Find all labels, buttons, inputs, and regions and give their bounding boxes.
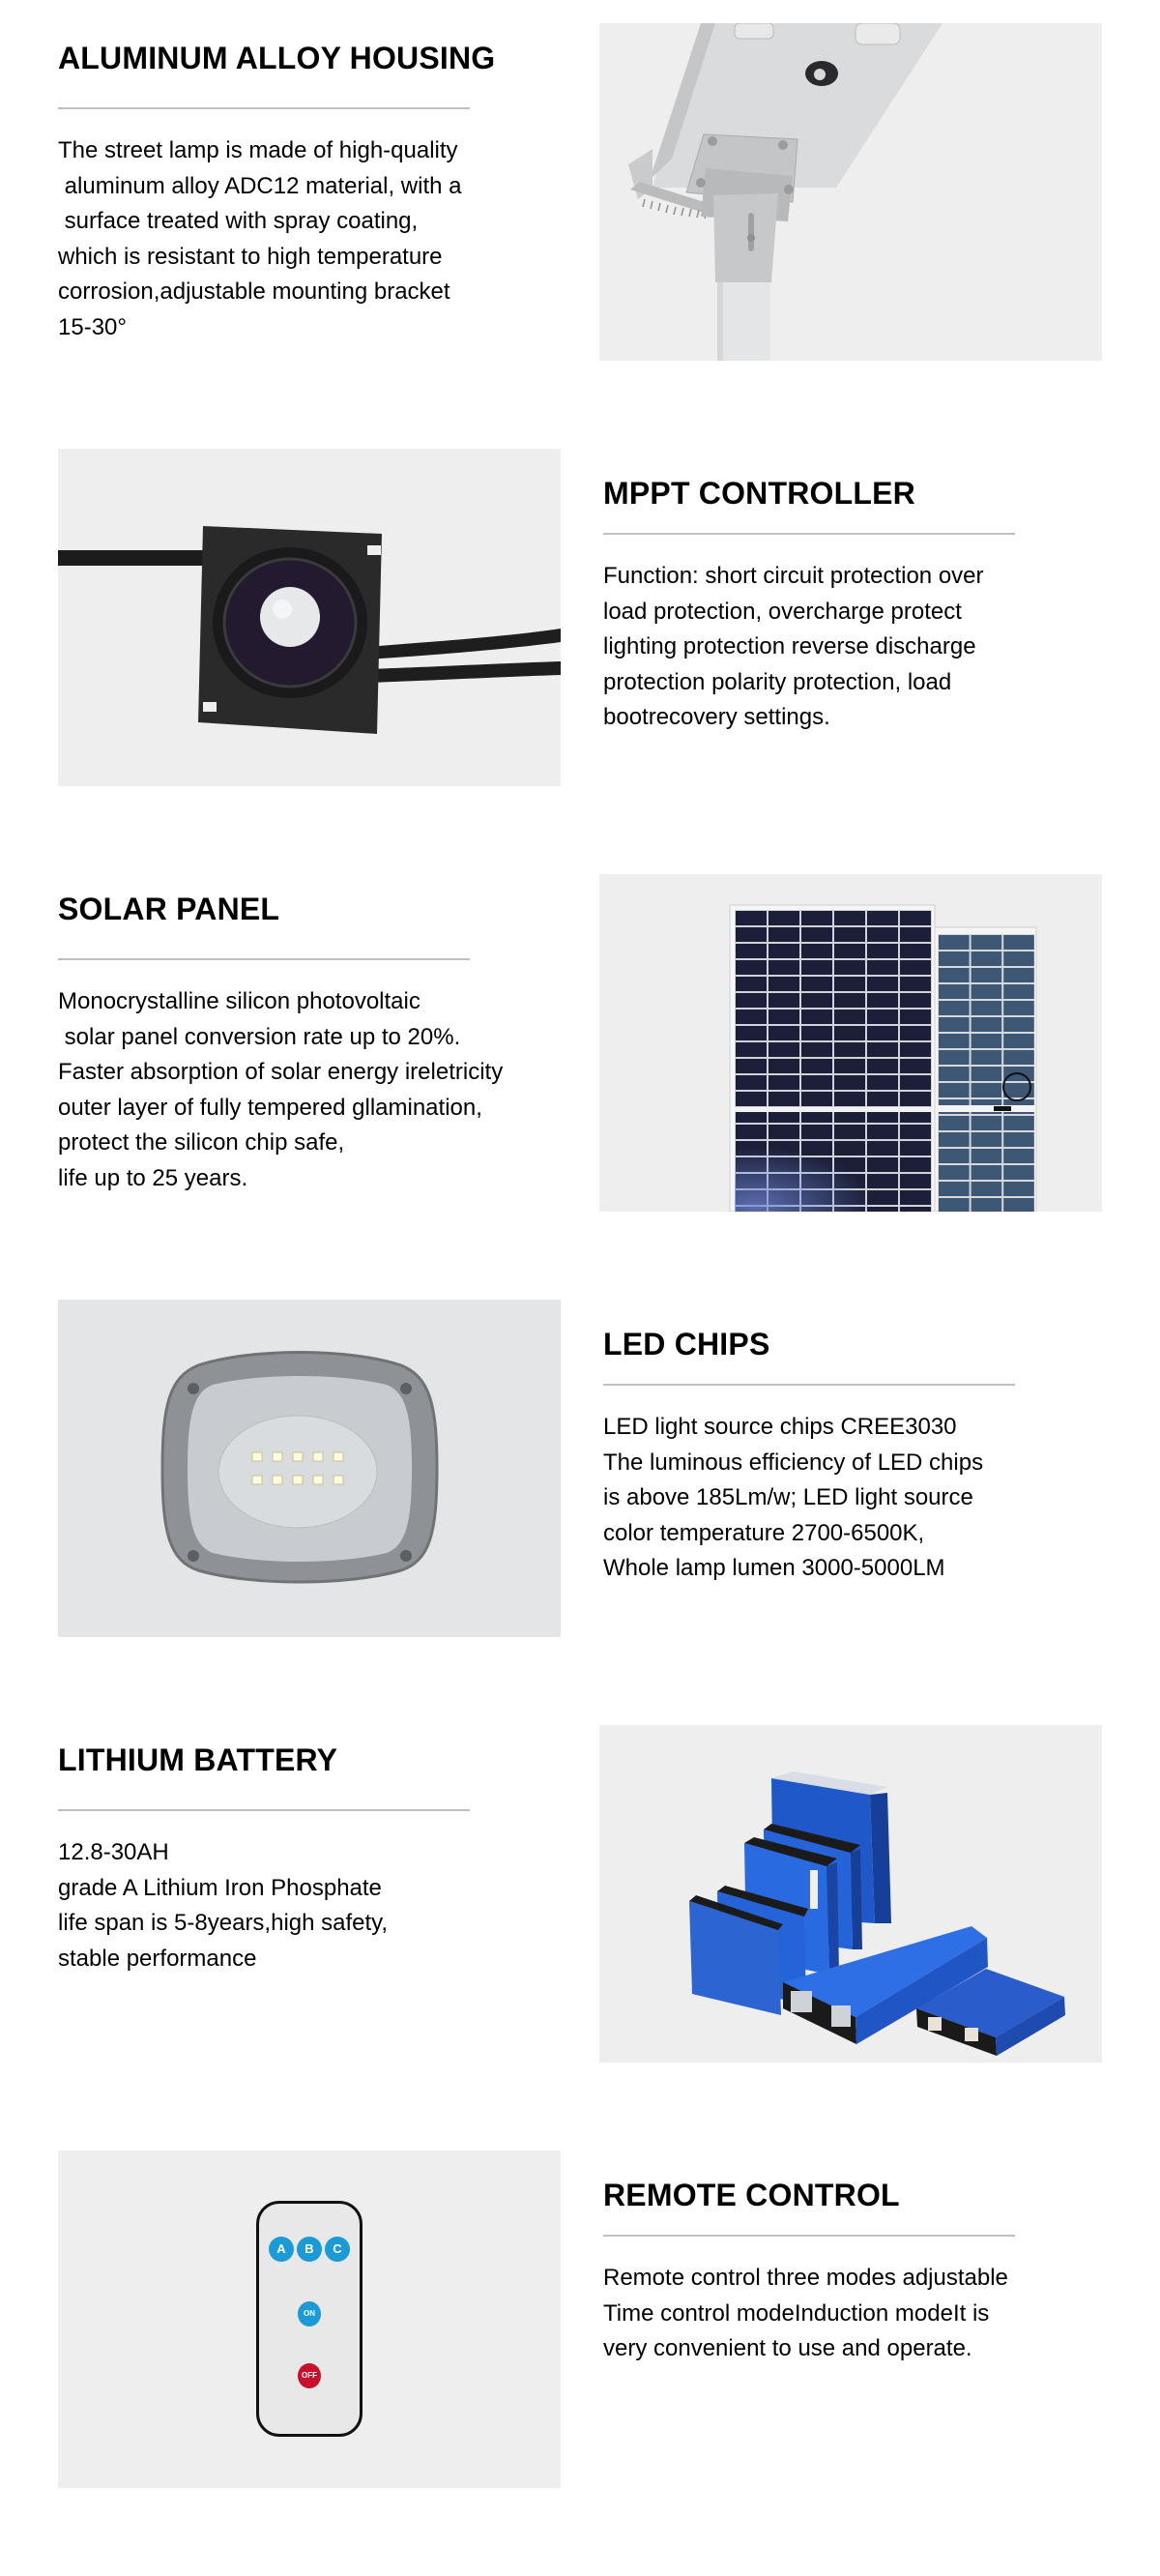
description-line: protect the silicon chip safe,: [58, 1129, 345, 1156]
feature-description: [58, 133, 462, 346]
remote-button-b: B: [297, 2237, 322, 2262]
solar-panel-photo: [599, 874, 1102, 1212]
remote-button-off: OFF: [298, 2363, 321, 2388]
description-line: The street lamp is made of high-quality: [58, 137, 458, 163]
description-line: 15-30°: [58, 313, 127, 340]
feature-section-led-chips: [0, 1300, 1160, 1725]
remote-control-photo: [58, 2151, 561, 2488]
description-line: LED light source chips CREE3030: [603, 1414, 957, 1440]
feature-heading: LITHIUM BATTERY: [58, 1742, 338, 1777]
divider: [603, 2235, 1015, 2237]
lithium-battery-cells-photo: [599, 1725, 1102, 2063]
remote-button-c: C: [325, 2237, 350, 2262]
divider: [603, 533, 1015, 535]
description-line: very convenient to use and operate.: [603, 2335, 972, 2362]
feature-section-housing: [0, 23, 1160, 449]
feature-heading: LED CHIPS: [603, 1327, 770, 1361]
description-line: solar panel conversion rate up to 20%.: [58, 1023, 461, 1050]
description-line: Faster absorption of solar energy ireletricity: [58, 1059, 504, 1086]
description-line: Monocrystalline silicon photovoltaic: [58, 988, 420, 1014]
description-line: Time control modeInduction modeIt is: [603, 2299, 990, 2327]
divider: [603, 1384, 1015, 1386]
feature-heading: SOLAR PANEL: [58, 892, 280, 926]
description-line: corrosion,adjustable mounting bracket: [58, 278, 450, 306]
feature-section-battery: [0, 1725, 1160, 2151]
motion-sensor-controller-photo: [58, 449, 561, 786]
description-line: load protection, overcharge protect: [603, 598, 962, 625]
divider: [58, 107, 470, 109]
description-line: color temperature 2700-6500K,: [603, 1519, 925, 1546]
description-line: The luminous efficiency of LED chips: [603, 1449, 984, 1476]
divider: [58, 1809, 470, 1811]
description-line: grade A Lithium Iron Phosphate: [58, 1874, 382, 1901]
description-line: 12.8-30AH: [58, 1839, 169, 1865]
description-line: life up to 25 years.: [58, 1164, 248, 1191]
feature-description: [603, 559, 984, 736]
feature-description: [603, 1410, 983, 1587]
description-line: Function: short circuit protection over: [603, 563, 984, 589]
remote-button-on: ON: [298, 2301, 321, 2327]
remote-button-a: A: [269, 2237, 294, 2262]
description-line: is above 185Lm/w; LED light source: [603, 1484, 973, 1511]
feature-section-controller: [0, 449, 1160, 874]
description-line: lighting protection reverse discharge: [603, 633, 976, 660]
description-line: aluminum alloy ADC12 material, with a: [58, 172, 462, 199]
description-line: protection polarity protection, load: [603, 668, 952, 695]
feature-description: [58, 984, 503, 1197]
description-line: stable performance: [58, 1945, 257, 1972]
feature-description: [58, 1835, 388, 1976]
feature-section-remote: [0, 2151, 1160, 2576]
feature-heading: REMOTE CONTROL: [603, 2178, 900, 2212]
feature-heading: ALUMINUM ALLOY HOUSING: [58, 41, 496, 75]
divider: [58, 958, 470, 960]
led-chip-module-photo: [58, 1300, 561, 1637]
description-line: Whole lamp lumen 3000-5000LM: [603, 1555, 945, 1582]
description-line: outer layer of fully tempered gllamination,: [58, 1094, 482, 1121]
feature-section-solar-panel: [0, 874, 1160, 1300]
description-line: bootrecovery settings.: [603, 704, 830, 731]
description-line: which is resistant to high temperature: [58, 243, 443, 270]
feature-heading: MPPT CONTROLLER: [603, 476, 915, 511]
description-line: surface treated with spray coating,: [58, 208, 419, 235]
street-lamp-housing-photo: [599, 23, 1102, 361]
description-line: Remote control three modes adjustable: [603, 2265, 1008, 2291]
feature-description: [603, 2261, 1008, 2367]
description-line: life span is 5-8years,high safety,: [58, 1910, 389, 1937]
